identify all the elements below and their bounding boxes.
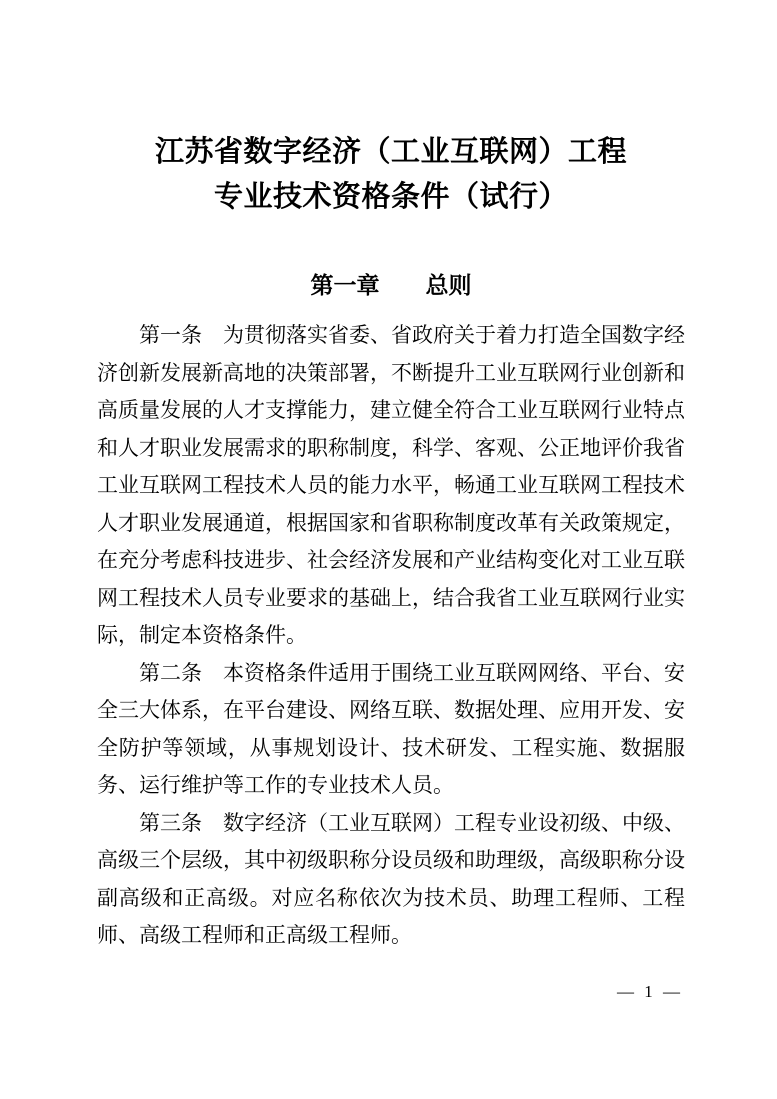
- document-content: [97, 130, 685, 955]
- article-paragraph-2: 第二条 本资格条件适用于围绕工业互联网网络、平台、安全三大体系，在平台建设、网络互联、数据处理、应用开发、安全防护等领域，从事规划设计、技术研发、工程实施、数据服务、运行维护等工作的专业技术人员。: [97, 661, 685, 797]
- page-number: — 1 —: [617, 982, 680, 1001]
- document-title-line-1: 江苏省数字经济（工业互联网）工程: [154, 136, 627, 168]
- document-body: [97, 317, 685, 955]
- document-title: [97, 130, 685, 220]
- chapter-heading: 第一章 总则: [310, 272, 472, 298]
- article-paragraph-3: 第三条 数字经济（工业互联网）工程专业设初级、中级、高级三个层级，其中初级职称分设员级和助理级，高级职称分设副高级和正高级。对应名称依次为技术员、助理工程师、工程师、高级工程师和正高级工程师。: [97, 811, 685, 947]
- article-paragraph-1: 第一条 为贯彻落实省委、省政府关于着力打造全国数字经济创新发展新高地的决策部署，不断提升工业互联网行业创新和高质量发展的人才支撑能力，建立健全符合工业互联网行业特点和人才职业发展需求的职称制度，科学、客观、公正地评价我省工业互联网工程技术人员的能力水平，畅通工业互联网工程技术人才职业发展通道，根据国家和省职称制度改革有关政策规定，在充分考虑科技进步、社会经济发展和产业结构变化对工业互联网工程技术人员专业要求的基础上，结合我省工业互联网行业实际，制定本资格条件。: [97, 324, 685, 647]
- document-title-line-2: 专业技术资格条件（试行）: [213, 181, 568, 213]
